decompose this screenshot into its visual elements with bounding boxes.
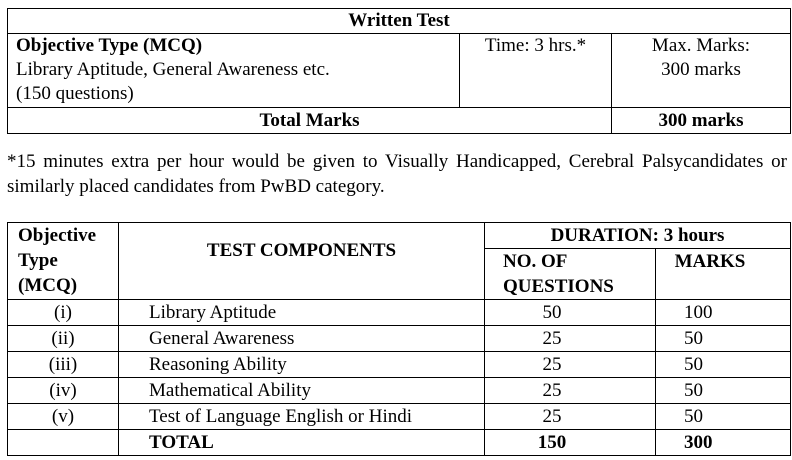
questions-header-line1: NO. OF (503, 251, 568, 272)
total-questions: 150 (485, 430, 656, 456)
question-count: 25 (485, 326, 656, 352)
written-test-table (7, 8, 791, 134)
marks-header: MARKS (656, 249, 791, 300)
marks-value: 50 (656, 352, 791, 378)
max-marks-value: 300 marks (661, 59, 741, 80)
table-row (8, 326, 791, 352)
duration-header: DURATION: 3 hours (485, 223, 791, 249)
questions-header (485, 249, 656, 300)
objective-type-header-line3: (MCQ) (18, 275, 78, 296)
marks-value: 50 (656, 326, 791, 352)
total-marks-label: Total Marks (8, 108, 612, 134)
written-test-title: Written Test (8, 9, 791, 34)
question-count: 25 (485, 404, 656, 430)
component-name: Library Aptitude (119, 300, 485, 326)
objective-type-header (8, 223, 119, 300)
objective-cell (8, 34, 460, 108)
max-marks-label: Max. Marks: (651, 35, 751, 56)
total-marks-value: 300 marks (612, 108, 791, 134)
total-marks: 300 (656, 430, 791, 456)
table-row (8, 404, 791, 430)
objective-question-count: (150 questions) (16, 83, 134, 104)
component-name: General Awareness (119, 326, 485, 352)
marks-value: 50 (656, 404, 791, 430)
row-number: (i) (8, 300, 119, 326)
objective-description: Library Aptitude, General Awareness etc. (16, 59, 330, 80)
time-cell: Time: 3 hrs.* (460, 34, 612, 108)
row-number: (v) (8, 404, 119, 430)
total-row-blank (8, 430, 119, 456)
table-row (8, 378, 791, 404)
max-marks-cell (612, 34, 791, 108)
objective-heading: Objective Type (MCQ) (16, 35, 203, 56)
total-row (8, 430, 791, 456)
row-number: (ii) (8, 326, 119, 352)
marks-value: 100 (656, 300, 791, 326)
objective-type-header-line2: Type (18, 250, 58, 271)
component-name: Test of Language English or Hindi (119, 404, 485, 430)
component-name: Reasoning Ability (119, 352, 485, 378)
component-name: Mathematical Ability (119, 378, 485, 404)
objective-type-header-line1: Objective (18, 225, 97, 246)
total-label: TOTAL (119, 430, 485, 456)
question-count: 25 (485, 352, 656, 378)
questions-header-line2: QUESTIONS (503, 276, 614, 297)
marks-value: 50 (656, 378, 791, 404)
table-row (8, 352, 791, 378)
table-row (8, 300, 791, 326)
question-count: 50 (485, 300, 656, 326)
extra-time-note: *15 minutes extra per hour would be given to Visually Handicapped, Cerebral Palsycandidates or similarly placed candidates from PwBD category. (7, 151, 787, 197)
question-count: 25 (485, 378, 656, 404)
test-components-table (7, 222, 791, 456)
row-number: (iii) (8, 352, 119, 378)
test-components-header: TEST COMPONENTS (119, 223, 485, 300)
row-number: (iv) (8, 378, 119, 404)
